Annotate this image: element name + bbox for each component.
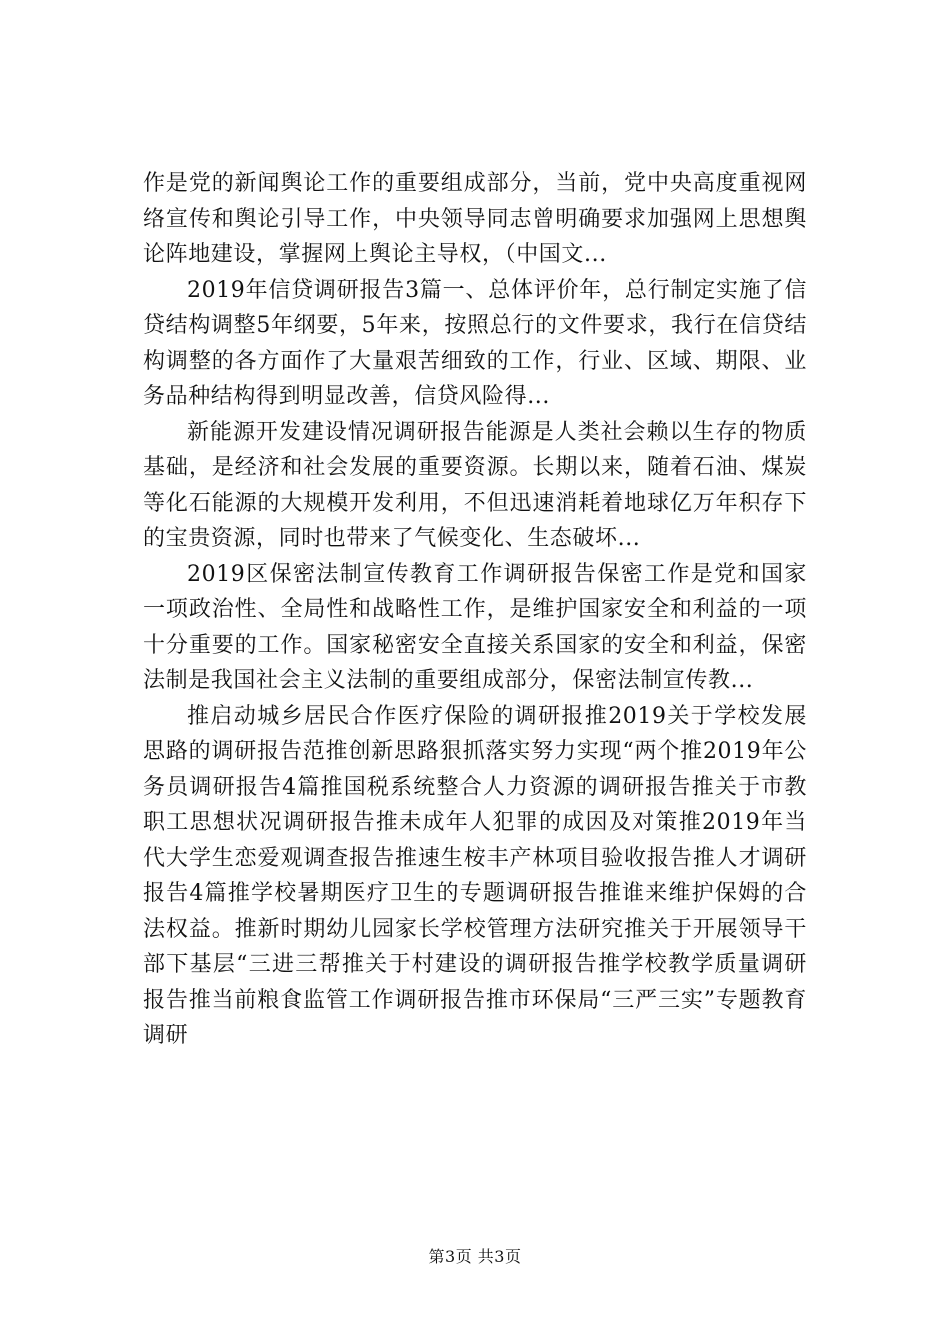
paragraph-new-energy: 新能源开发建设情况调研报告能源是人类社会赖以生存的物质基础，是经济和社会发展的重要资源。长期以来，随着石油、煤炭等化石能源的大规模开发利用，不但迅速消耗着地球亿万年积存下的宝贵资源，同时也带来了气候变化、生态破坏...: [143, 419, 807, 551]
paragraph-credit-report: 2019年信贷调研报告3篇一、总体评价年，总行制定实施了信贷结构调整5年纲要，5年来，按照总行的文件要求，我行在信贷结构调整的各方面作了大量艰苦细致的工作，行业、区域、期限、业务品种结构得到明显改善，信贷风险得...: [143, 277, 807, 409]
paragraph-confidentiality: 2019区保密法制宣传教育工作调研报告保密工作是党和国家一项政治性、全局性和战略性工作，是维护国家安全和利益的一项十分重要的工作。国家秘密安全直接关系国家的安全和利益，保密法制是我国社会主义法制的重要组成部分，保密法制宣传教...: [143, 561, 807, 693]
page-number-footer: 第3页 共3页: [428, 1247, 522, 1266]
paragraph-recommendations: 推启动城乡居民合作医疗保险的调研报推2019关于学校发展思路的调研报告范推创新思路狠抓落实努力实现“两个推2019年公务员调研报告4篇推国税系统整合人力资源的调研报告推关于市教职工思想状况调研报告推未成年人犯罪的成因及对策推2019年当代大学生恋爱观调查报告推速生桉丰产林项目验收报告推人才调研报告4篇推学校暑期医疗卫生的专题调研报告推谁来维护保姆的合法权益。推新时期幼儿园家长学校管理方法研究推关于开展领导干部下基层“三进三帮推关于村建设的调研报告推学校教学质量调研报告推当前粮食监管工作调研报告推市环保局“三严三实”专题教育调研: [143, 703, 807, 1048]
paragraph-continuation: 作是党的新闻舆论工作的重要组成部分，当前，党中央高度重视网络宣传和舆论引导工作，中央领导同志曾明确要求加强网上思想舆论阵地建设，掌握网上舆论主导权，（中国文...: [143, 171, 807, 267]
document-body: [143, 166, 807, 1054]
